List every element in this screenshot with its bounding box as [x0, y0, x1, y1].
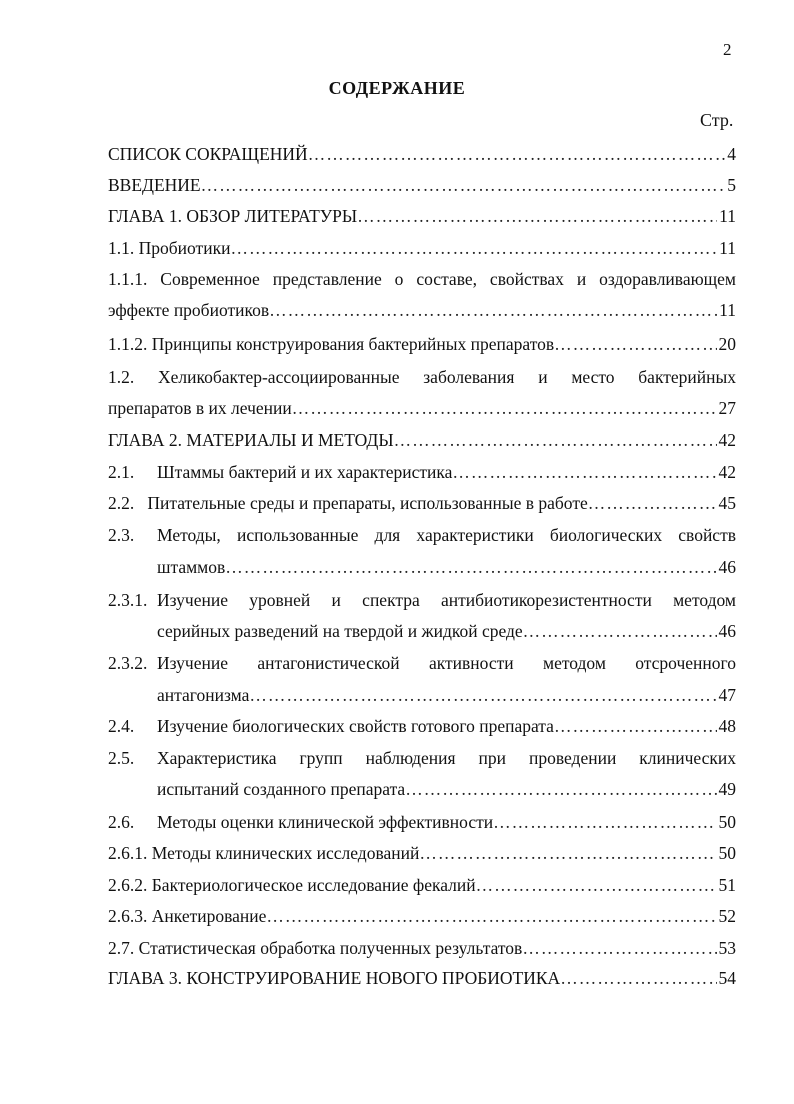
toc-entry [108, 299, 736, 321]
toc-entry [108, 874, 736, 896]
leader-dots [522, 937, 716, 959]
leader-dots [493, 811, 716, 833]
toc-entry-number: 2.4. [108, 716, 135, 736]
toc-entry [108, 967, 736, 989]
toc-entry-line1: 1.2. Хеликобактер-ассоциированные заболевания и место бактерийных [108, 367, 736, 387]
toc-entry-label: ГЛАВА 1. ОБЗОР ЛИТЕРАТУРЫ [108, 206, 358, 226]
leader-dots [419, 842, 716, 864]
leader-dots [405, 778, 716, 800]
toc-entry-page: 5 [727, 175, 736, 195]
toc-entry-page: 50 [718, 812, 736, 832]
toc-entry-line1: Характеристика групп наблюдения при проведении клинических [157, 748, 736, 768]
toc-entry-page: 42 [718, 430, 736, 450]
toc-entry-page: 52 [718, 906, 736, 926]
toc-entry [157, 461, 736, 483]
toc-entry-page: 46 [718, 557, 736, 577]
toc-entry-label: 2.7. Статистическая обработка полученных результатов [108, 938, 523, 958]
toc-entry [108, 937, 736, 959]
toc-entry-number: 2.5. [108, 748, 135, 768]
leader-dots [266, 905, 716, 927]
toc-entry [157, 556, 736, 578]
toc-entry-label: 2.6.3. Анкетирование [108, 906, 267, 926]
toc-entry-label: 2.2. Питательные среды и препараты, использованные в работе [108, 493, 588, 513]
toc-entry [157, 715, 736, 737]
leader-dots [452, 461, 716, 483]
leader-dots [560, 967, 716, 989]
page-title: СОДЕРЖАНИЕ [328, 78, 466, 98]
toc-entry-label: штаммов [157, 557, 226, 577]
toc-entry-label: серийных разведений на твердой и жидкой среде [157, 621, 523, 641]
leader-dots [588, 492, 717, 514]
toc-entry-page: 53 [718, 938, 736, 958]
leader-dots [523, 620, 717, 642]
toc-entry-page: 11 [719, 300, 736, 320]
toc-entry-number: 2.1. [108, 462, 135, 482]
leader-dots [554, 715, 717, 737]
page-column-label: Стр. [700, 110, 734, 130]
toc-entry [108, 333, 736, 355]
toc-entry-page: 11 [719, 206, 736, 226]
toc-entry [157, 811, 736, 833]
toc-entry [108, 842, 736, 864]
leader-dots [225, 556, 716, 578]
toc-entry [157, 778, 736, 800]
leader-dots [554, 333, 716, 355]
toc-entry-label: 2.6.2. Бактериологическое исследование фекалий [108, 875, 476, 895]
toc-entry-page: 48 [718, 716, 736, 736]
toc-entry-page: 47 [718, 685, 736, 705]
leader-dots [357, 205, 717, 227]
leader-dots [269, 299, 717, 321]
leader-dots [201, 174, 726, 196]
toc-entry-label: ВВЕДЕНИЕ [108, 175, 201, 195]
leader-dots [476, 874, 717, 896]
toc-entry-label: Изучение биологических свойств готового препарата [157, 716, 554, 736]
toc-entry-label: препаратов в их лечении [108, 398, 292, 418]
toc-entry [108, 237, 736, 259]
toc-entry-label: Штаммы бактерий и их характеристика [157, 462, 453, 482]
leader-dots [249, 684, 716, 706]
toc-entry-page: 45 [718, 493, 736, 513]
toc-entry-page: 4 [727, 144, 736, 164]
toc-entry-label: ГЛАВА 2. МАТЕРИАЛЫ И МЕТОДЫ [108, 430, 394, 450]
leader-dots [230, 237, 717, 259]
toc-entry [157, 620, 736, 642]
toc-entry [108, 905, 736, 927]
toc-entry-label: ГЛАВА 3. КОНСТРУИРОВАНИЕ НОВОГО ПРОБИОТИКА [108, 968, 561, 988]
toc-entry-page: 54 [718, 968, 736, 988]
leader-dots [292, 397, 717, 419]
toc-entry-label: 1.1. Пробиотики [108, 238, 231, 258]
toc-entry-page: 50 [718, 843, 736, 863]
toc-entry-line1: 1.1.1. Современное представление о составе, свойствах и оздоравливающем [108, 269, 736, 289]
toc-entry [108, 143, 736, 165]
toc-entry-page: 49 [718, 779, 736, 799]
toc-entry-label: эффекте пробиотиков [108, 300, 270, 320]
toc-entry-page: 51 [718, 875, 736, 895]
toc-entry-line1: Методы, использованные для характеристики биологических свойств [157, 525, 736, 545]
toc-entry-page: 42 [718, 462, 736, 482]
toc-entry-page: 27 [718, 398, 736, 418]
toc-entry-label: антагонизма [157, 685, 250, 705]
toc-entry-line1: Изучение антагонистической активности методом отсроченного [157, 653, 736, 673]
toc-entry-label: испытаний созданного препарата [157, 779, 406, 799]
toc-entry [108, 492, 736, 514]
toc-entry-label: 1.1.2. Принципы конструирования бактерийных препаратов [108, 334, 555, 354]
toc-entry-line1: Изучение уровней и спектра антибиотикорезистентности методом [157, 590, 736, 610]
toc-entry-page: 46 [718, 621, 736, 641]
leader-dots [308, 143, 726, 165]
toc-entry [108, 429, 736, 451]
toc-entry-number: 2.6. [108, 812, 135, 832]
toc-entry-page: 20 [718, 334, 736, 354]
toc-entry-label: СПИСОК СОКРАЩЕНИЙ [108, 144, 308, 164]
toc-entry-number: 2.3. [108, 525, 135, 545]
toc-entry-number: 2.3.2. [108, 653, 148, 673]
toc-entry [108, 397, 736, 419]
toc-entry [108, 174, 736, 196]
toc-entry-label: 2.6.1. Методы клинических исследований [108, 843, 420, 863]
page-number: 2 [723, 40, 732, 59]
toc-entry-page: 11 [719, 238, 736, 258]
toc-entry-label: Методы оценки клинической эффективности [157, 812, 494, 832]
toc-entry [108, 205, 736, 227]
toc-entry-number: 2.3.1. [108, 590, 148, 610]
leader-dots [394, 429, 717, 451]
toc-entry [157, 684, 736, 706]
